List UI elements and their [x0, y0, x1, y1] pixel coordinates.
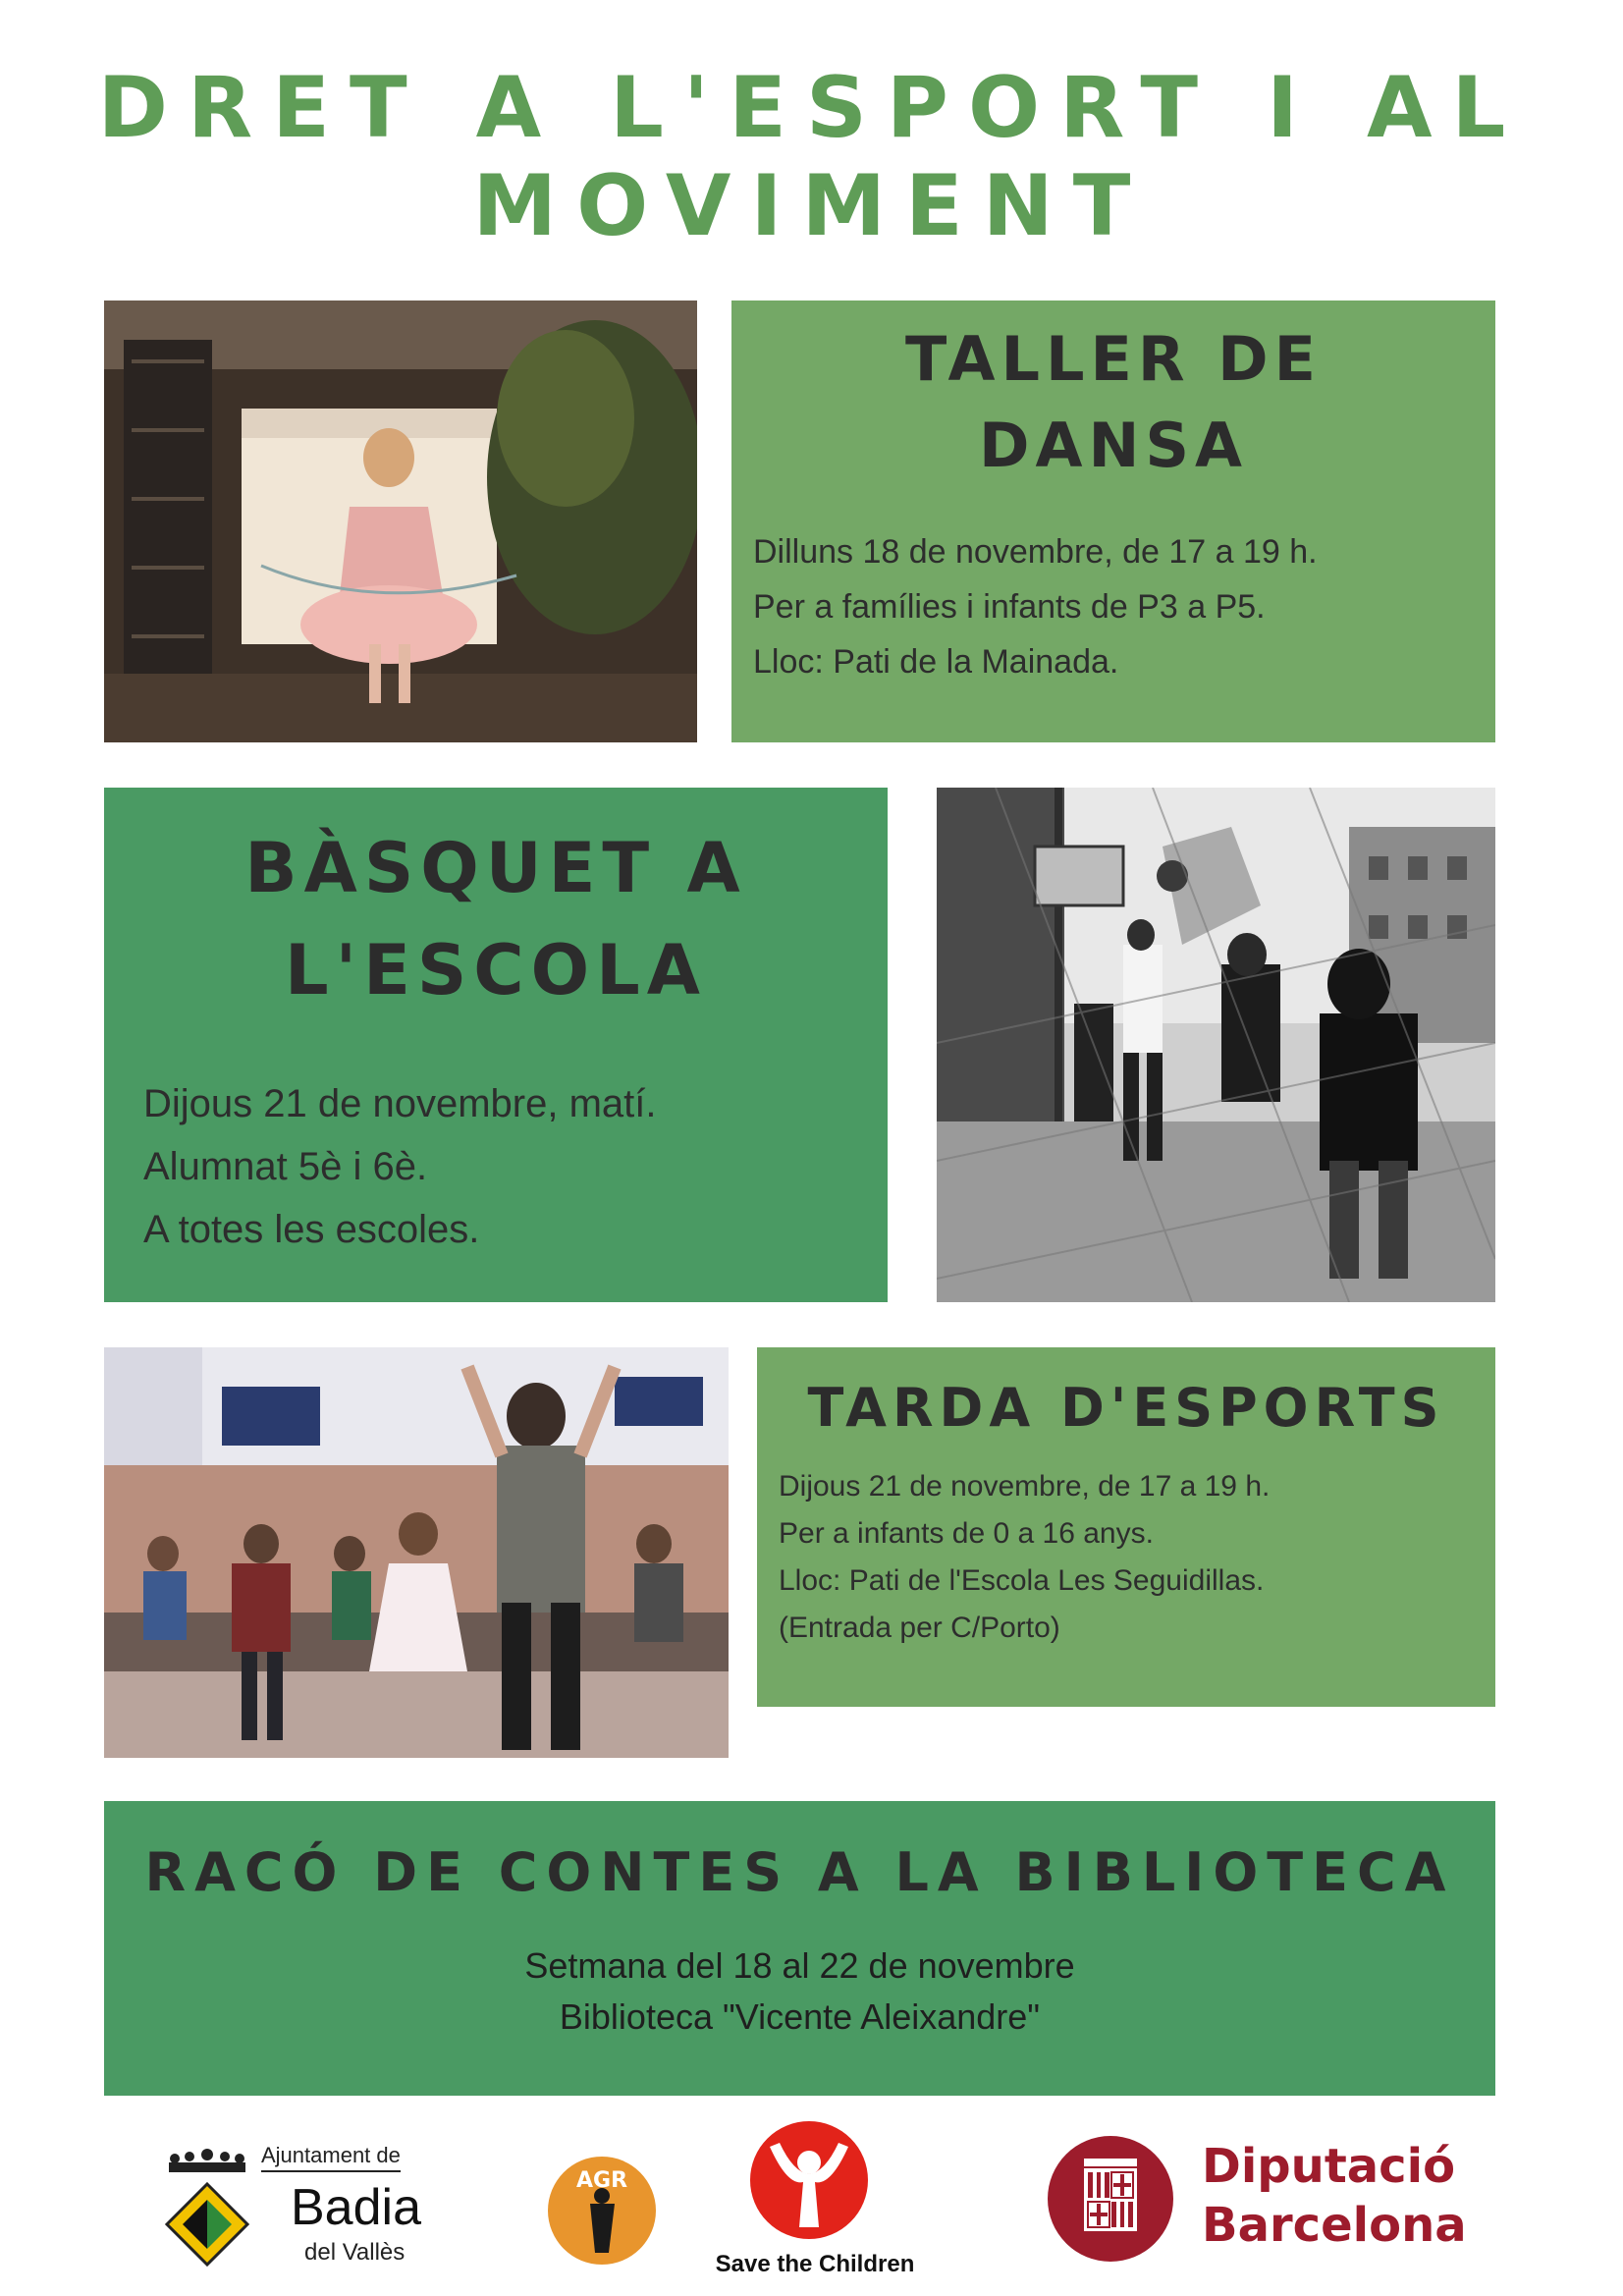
raco-panel	[104, 1801, 1495, 2096]
diputacio-line-2: Barcelona	[1202, 2198, 1467, 2253]
basquet-heading-line-1: BÀSQUET A	[244, 828, 747, 908]
tarda-panel	[757, 1347, 1495, 1707]
badia-line-2: Badia	[291, 2179, 421, 2236]
raco-place: Biblioteca "Vicente Aleixandre"	[559, 1996, 1041, 2037]
agr-logo	[546, 2155, 658, 2267]
save-children-icon	[748, 2117, 870, 2245]
tarda-date: Dijous 21 de novembre, de 17 a 19 h.	[779, 1470, 1271, 1503]
dansa-date: Dilluns 18 de novembre, de 17 a 19 h.	[753, 533, 1318, 571]
raco-dates: Setmana del 18 al 22 de novembre	[524, 1945, 1075, 1986]
basquet-heading	[104, 788, 888, 1021]
basquet-audience: Alumnat 5è i 6è.	[143, 1145, 428, 1188]
page-title	[0, 59, 1623, 255]
save-children-logo	[687, 2117, 943, 2284]
tarda-place: Lloc: Pati de l'Escola Les Seguidillas.	[779, 1564, 1265, 1597]
badia-logo	[157, 2141, 452, 2269]
tarda-entrance: (Entrada per C/Porto)	[779, 1612, 1060, 1644]
dansa-info	[753, 524, 1318, 689]
dance-photo	[104, 301, 697, 742]
basquet-panel	[104, 788, 888, 1302]
save-children-text: Save the Children	[715, 2251, 915, 2277]
tarda-heading: TARDA D'ESPORTS	[807, 1377, 1445, 1439]
dansa-heading	[731, 301, 1495, 489]
diputacio-logo	[1045, 2131, 1477, 2269]
agr-text: AGR	[575, 2168, 628, 2193]
title-line-2: MOVIMENT	[472, 157, 1151, 255]
badia-shield-icon	[163, 2180, 251, 2269]
diputacio-seal-icon	[1045, 2133, 1176, 2265]
basquet-heading-line-2: L'ESCOLA	[285, 930, 707, 1011]
dansa-place: Lloc: Pati de la Mainada.	[753, 643, 1119, 681]
dansa-heading-line-2: DANSA	[979, 410, 1248, 481]
basketball-photo	[937, 788, 1495, 1302]
tarda-audience: Per a infants de 0 a 16 anys.	[779, 1517, 1154, 1550]
badia-line-3: del Vallès	[304, 2239, 406, 2266]
basquet-place: A totes les escoles.	[143, 1208, 480, 1251]
raco-heading: RACÓ DE CONTES A LA BIBLIOTECA	[144, 1841, 1455, 1903]
dansa-heading-line-1: TALLER DE	[905, 323, 1322, 395]
basquet-info	[143, 1072, 656, 1261]
tarda-info	[779, 1463, 1270, 1652]
badia-crown-icon	[163, 2147, 251, 2176]
diputacio-line-1: Diputació	[1202, 2139, 1456, 2194]
dansa-panel	[731, 301, 1495, 742]
basquet-date: Dijous 21 de novembre, matí.	[143, 1082, 657, 1125]
title-line-1: DRET A L'ESPORT I AL	[97, 59, 1526, 157]
kids-photo	[104, 1347, 729, 1758]
dansa-audience: Per a famílies i infants de P3 a P5.	[753, 588, 1266, 626]
badia-line-1: Ajuntament de	[261, 2143, 401, 2172]
raco-info	[104, 1941, 1495, 2043]
